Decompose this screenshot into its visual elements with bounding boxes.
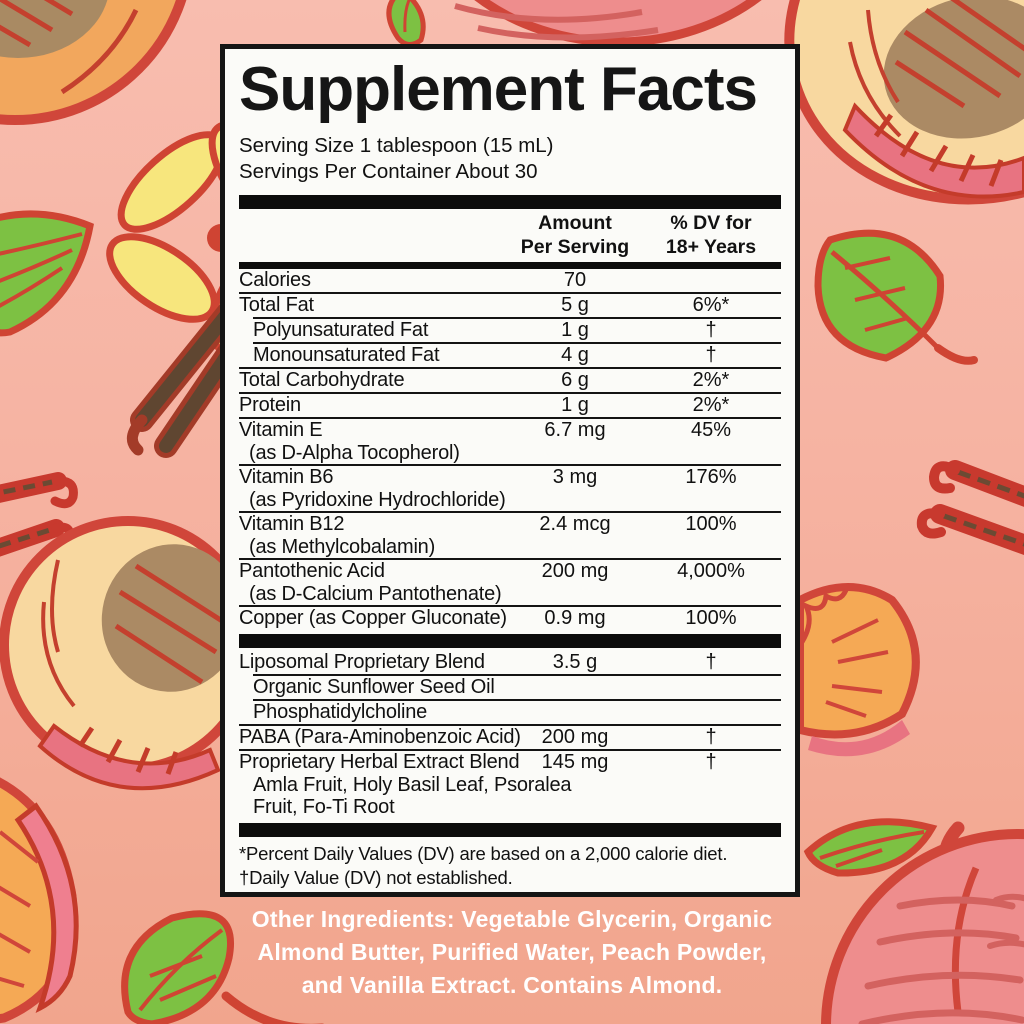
nutrient-row-vitamin-e <box>239 419 781 464</box>
blend-row-herbal-extract <box>239 751 781 818</box>
nutrient-name: Copper (as Copper Gluconate) <box>239 607 507 629</box>
nutrient-dv: † <box>705 651 717 673</box>
nutrient-name: PABA (Para-Aminobenzoic Acid) <box>239 726 521 748</box>
blend-row-liposomal <box>239 651 781 674</box>
nutrient-dv: 4,000% <box>677 560 745 582</box>
nutrient-name: Phosphatidylcholine <box>253 701 428 723</box>
nutrient-dv: † <box>705 726 717 748</box>
nutrient-dv: 6%* <box>692 294 730 316</box>
nutrient-name: Liposomal Proprietary Blend <box>239 651 485 673</box>
servings-per-container-text: Servings Per Container About 30 <box>239 160 538 183</box>
nutrient-dv: † <box>705 319 717 341</box>
supplement-facts-panel <box>220 44 800 897</box>
nutrient-row-total-carbohydrate <box>239 369 781 392</box>
serving-info <box>239 133 781 185</box>
nutrient-row-total-fat <box>239 294 781 317</box>
nutrient-name: Polyunsaturated Fat <box>253 319 429 341</box>
nutrient-name: Vitamin E <box>239 419 323 441</box>
nutrient-amount: 0.9 mg <box>544 607 606 629</box>
other-ingredients-text <box>0 903 1024 1002</box>
nutrient-name: Vitamin B12 <box>239 513 345 535</box>
other-ingredients-line: Almond Butter, Purified Water, Peach Powder, <box>257 939 767 965</box>
nutrient-row-calories <box>239 269 781 292</box>
nutrient-row-vitamin-b6 <box>239 466 781 511</box>
blend-components-line: Amla Fruit, Holy Basil Leaf, Psoralea <box>253 774 572 796</box>
nutrient-amount: 6.7 mg <box>544 419 606 441</box>
vanilla-pods-right-illustration <box>922 466 1024 548</box>
nutrient-amount: 200 mg <box>541 726 609 748</box>
nutrient-dv: 100% <box>685 513 737 535</box>
nutrient-row-vitamin-b12 <box>239 513 781 558</box>
nutrient-amount: 3 mg <box>552 466 598 488</box>
leaf-left-illustration <box>0 214 90 333</box>
nutrient-name: Pantothenic Acid <box>239 560 385 582</box>
blend-row-paba <box>239 726 781 749</box>
nutrient-row-polyunsaturated-fat <box>239 319 781 342</box>
peach-wedge-right-illustration <box>800 587 916 756</box>
blend-components-line: Fruit, Fo-Ti Root <box>253 796 395 818</box>
nutrient-name: Organic Sunflower Seed Oil <box>253 676 495 698</box>
nutrient-name: Proprietary Herbal Extract Blend <box>239 751 520 773</box>
serving-size-text: Serving Size 1 tablespoon (15 mL) <box>239 134 554 157</box>
nutrient-dv: † <box>705 344 717 366</box>
nutrient-dv <box>641 269 781 292</box>
nutrient-row-monounsaturated-fat <box>239 344 781 367</box>
divider-medium <box>239 262 781 269</box>
nutrient-name: Total Fat <box>239 294 314 316</box>
divider-thick-top <box>239 195 781 209</box>
nutrient-amount: 2.4 mcg <box>539 513 611 535</box>
nutrient-row-copper <box>239 607 781 630</box>
divider-thick-middle <box>239 634 781 648</box>
footnotes <box>239 842 781 890</box>
nutrient-name: Protein <box>239 394 301 416</box>
nutrient-amount: 5 g <box>561 294 589 316</box>
nutrient-name: Calories <box>239 269 311 291</box>
blend-row-phosphatidylcholine <box>239 701 781 724</box>
column-header-dv: % DV for 18+ Years <box>665 212 757 258</box>
blend-row-sunflower-oil <box>239 676 781 699</box>
nutrient-source: (as D-Calcium Pantothenate) <box>249 583 502 605</box>
other-ingredients-line: Other Ingredients: Vegetable Glycerin, Organic <box>251 906 773 932</box>
nutrient-source: (as Methylcobalamin) <box>249 536 436 558</box>
peach-half-top-left-illustration <box>0 0 190 120</box>
leaf-right-illustration <box>818 233 974 361</box>
column-headers <box>239 211 781 259</box>
other-ingredients-line: and Vanilla Extract. Contains Almond. <box>301 972 723 998</box>
nutrient-name: Monounsaturated Fat <box>253 344 440 366</box>
footnote-dagger: †Daily Value (DV) not established. <box>239 867 513 888</box>
panel-title: Supplement Facts <box>239 55 757 124</box>
nutrient-dv: † <box>705 751 717 773</box>
nutrient-row-pantothenic-acid <box>239 560 781 605</box>
nutrient-source: (as D-Alpha Tocopherol) <box>249 442 460 464</box>
nutrient-dv: 100% <box>685 607 737 629</box>
divider-thick-bottom <box>239 823 781 837</box>
nutrient-name: Vitamin B6 <box>239 466 334 488</box>
nutrient-source: (as Pyridoxine Hydrochloride) <box>249 489 506 511</box>
nutrient-amount: 1 g <box>561 394 589 416</box>
nutrient-amount: 145 mg <box>541 751 609 773</box>
nutrient-amount: 70 <box>563 269 587 291</box>
nutrient-amount: 4 g <box>561 344 589 366</box>
footnote-percent-dv: *Percent Daily Values (DV) are based on a 2,000 calorie diet. <box>239 843 728 864</box>
peach-top-center-illustration <box>389 0 826 45</box>
nutrient-amount: 3.5 g <box>552 651 598 673</box>
nutrient-amount: 6 g <box>561 369 589 391</box>
column-header-amount: Amount Per Serving <box>520 212 630 258</box>
nutrient-dv: 2%* <box>692 369 730 391</box>
nutrient-dv: 176% <box>685 466 737 488</box>
nutrient-dv: 45% <box>690 419 732 441</box>
nutrient-row-protein <box>239 394 781 417</box>
nutrient-dv: 2%* <box>692 394 730 416</box>
nutrient-amount: 1 g <box>561 319 589 341</box>
nutrient-name: Total Carbohydrate <box>239 369 405 391</box>
nutrient-amount: 200 mg <box>541 560 609 582</box>
